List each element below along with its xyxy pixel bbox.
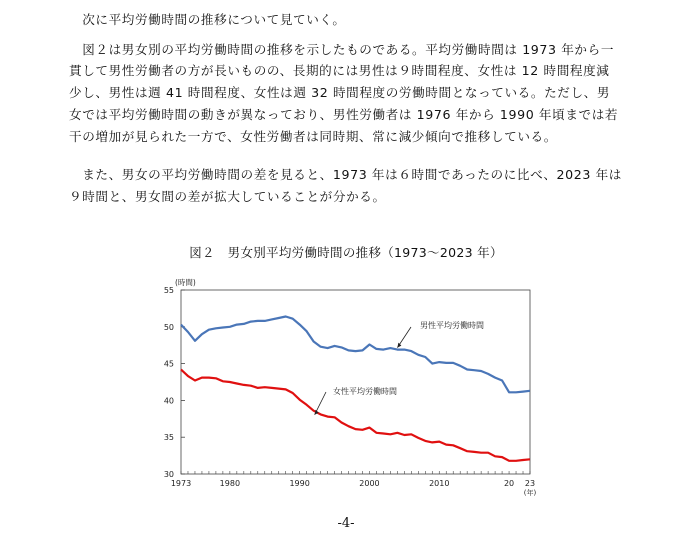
x-tick-label: 20 [503,479,515,488]
y-tick-label: 40 [163,396,174,406]
y-tick-label: 55 [163,286,174,295]
male-annotation-arrowhead [397,343,401,348]
x-tick-label: 2010 [429,479,450,488]
y-tick-label: 30 [163,470,174,479]
female-series-label: 女性平均労働時間 [333,387,397,396]
female-hours-line [181,370,530,461]
body-line-5: 女では平均労働時間の動きが異なっており、男性労働者は 1976 年から 1990 年頃までは若 [69,107,619,122]
body-line-1: 次に平均労働時間の推移について見ていく。 [69,12,346,27]
x-tick-label: 1990 [289,479,310,488]
x-tick-label: 23 [524,479,536,488]
body-line-4: 少し、男性は週 41 時間程度、女性は週 32 時間程度の労働時間となっている。ただし、男 [69,85,611,100]
x-axis-unit-label: (年) [523,489,537,497]
y-tick-label: 50 [163,322,174,332]
y-tick-label: 45 [163,359,174,369]
body-line-8: ９時間と、男女間の差が拡大していることが分かる。 [69,189,386,204]
x-tick-label: 2000 [359,479,380,488]
figure-title: 図２ 男女別平均労働時間の推移（1973〜2023 年） [189,245,503,260]
body-line-3: 貫して男性労働者の方が長いものの、長期的には男性は９時間程度、女性は 12 時間程度減 [69,63,610,78]
x-tick-label: 1973 [170,479,192,488]
body-line-7: また、男女の平均労働時間の差を見ると、1973 年は６時間であったのに比べ、2023 年は [69,167,622,182]
page-number: -4- [337,516,355,531]
y-tick-label: 35 [163,433,174,443]
male-series-label: 男性平均労働時間 [420,321,484,330]
x-tick-label: 1980 [219,479,241,488]
y-axis-unit-label: (時間) [175,278,196,287]
body-line-6: 干の増加が見られた一方で、女性労働者は同時期、常に減少傾向で推移している。 [69,129,557,144]
body-line-2: 図２は男女別の平均労働時間の推移を示したものである。平均労働時間は 1973 年から一 [69,42,615,57]
